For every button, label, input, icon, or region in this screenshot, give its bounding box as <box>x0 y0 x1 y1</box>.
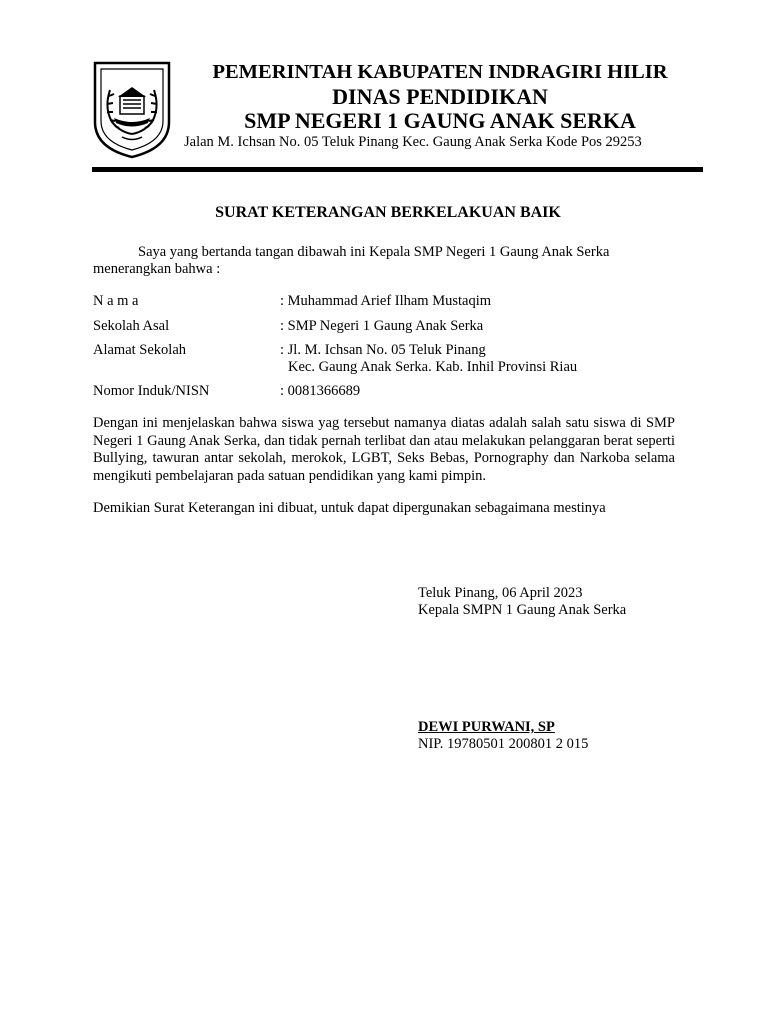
field-value-nisn: : 0081366689 <box>280 383 361 399</box>
intro-line-1: Saya yang bertanda tangan dibawah ini Kepala SMP Negeri 1 Gaung Anak Serka <box>138 244 610 260</box>
letterhead-department: DINAS PENDIDIKAN <box>332 84 548 109</box>
signature-position: Kepala SMPN 1 Gaung Anak Serka <box>418 602 627 618</box>
signature-place-date: Teluk Pinang, 06 April 2023 <box>418 585 583 601</box>
intro-line-2: menerangkan bahwa : <box>93 261 221 277</box>
signature-nip: NIP. 19780501 200801 2 015 <box>418 736 589 752</box>
closing-sentence: Demikian Surat Keterangan ini dibuat, untuk dapat dipergunakan sebagaimana mestinya <box>93 500 606 516</box>
field-label-school: Sekolah Asal <box>93 318 170 334</box>
letterhead-divider <box>92 167 703 172</box>
field-value-school: : SMP Negeri 1 Gaung Anak Serka <box>280 318 484 334</box>
field-value-address-line-2: Kec. Gaung Anak Serka. Kab. Inhil Provinsi Riau <box>288 359 578 375</box>
field-label-name: N a m a <box>93 293 139 309</box>
signature-name: DEWI PURWANI, SP <box>418 719 555 735</box>
document-title: SURAT KETERANGAN BERKELAKUAN BAIK <box>215 204 561 221</box>
field-value-address: : Jl. M. Ichsan No. 05 Teluk Pinang <box>280 342 486 358</box>
field-value-name: : Muhammad Arief Ilham Mustaqim <box>280 293 492 309</box>
field-label-nisn: Nomor Induk/NISN <box>93 383 210 399</box>
regency-emblem-icon <box>92 60 172 160</box>
letterhead-government: PEMERINTAH KABUPATEN INDRAGIRI HILIR <box>212 61 668 83</box>
statement-paragraph: Dengan ini menjelaskan bahwa siswa yag tersebut namanya diatas adalah salah satu siswa di SMP Negeri 1 Gaung Anak Serka, dan tidak pernah terlibat dan atau melakukan pelanggaran berat seperti Bullying, tawuran antar sekolah, merokok, LGBT, Seks Bebas, Pornography dan Narkoba selama mengikuti pembelajaran pada satuan pendidikan yang kami pimpin. <box>93 415 675 484</box>
letterhead-school: SMP NEGERI 1 GAUNG ANAK SERKA <box>244 108 636 133</box>
field-label-address: Alamat Sekolah <box>93 342 187 358</box>
letterhead-address: Jalan M. Ichsan No. 05 Teluk Pinang Kec. Gaung Anak Serka Kode Pos 29253 <box>184 134 642 150</box>
